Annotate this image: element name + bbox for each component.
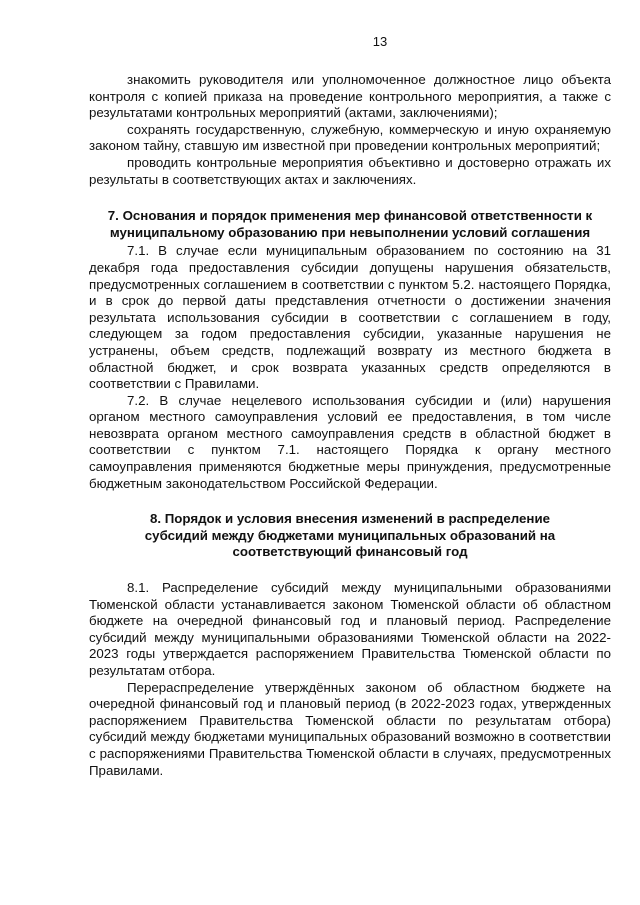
section-8-body bbox=[89, 580, 611, 779]
section-8-paragraph-2: Перераспределение утверждённых законом об областном бюджете на очередной финансовый год и плановый период (в 2022-2023 годах, утвержденных распоряжением Правительства Тюменской области по результатам отбора) субсидий между бюджетами муниципальных образований возможно в соответствии с распоряжениями Правительства Тюменской области в случаях, предусмотренных Правилами. bbox=[89, 679, 611, 778]
intro-paragraph-2: сохранять государственную, служебную, коммерческую и иную охраняемую законом тайну, ставшую им известной при проведении контрольных мероприятий; bbox=[89, 121, 611, 154]
section-8-paragraph-1: 8.1. Распределение субсидий между муниципальными образованиями Тюменской области устанавливается законом Тюменской области об областном бюджете на очередной финансовый год и плановый период. Распределение субсидий между муниципальными образованиями Тюменской области на 2022-2023 годы утверждается распоряжением Правительства Тюменской области по результатам отбора. bbox=[89, 580, 611, 678]
section-7-body bbox=[89, 243, 611, 492]
intro-paragraph-1: знакомить руководителя или уполномоченное должностное лицо объекта контроля с копией приказа на проведение контрольного мероприятия, а также с результатами контрольных мероприятий (актами, заключениями); bbox=[89, 72, 611, 121]
section-7-paragraph-1: 7.1. В случае если муниципальным образованием по состоянию на 31 декабря года предоставления субсидии допущены нарушения обязательств, предусмотренных соглашением в соответствии с пунктом 5.2. настоящего Порядка, и в срок до первой даты представления отчетности о достижении значения результата использования субсидии в соответствии с соглашением в году, следующем за годом предоставления субсидии, указанные нарушения не устранены, объем средств, подлежащий возврату из местного бюджета в областной бюджет, и срок возврата указанных средств определяются в соответствии с Правилами. bbox=[89, 243, 611, 392]
section-7-paragraph-2: 7.2. В случае нецелевого использования субсидии и (или) нарушения органом местного самоуправления условий ее предоставления, в том числе невозврата органом местного самоуправления средств в областной бюджет в соответствии с пунктом 7.1. настоящего Порядка к органу местного самоуправления применяются бюджетные меры принуждения, предусмотренные бюджетным законодательством Российской Федерации. bbox=[89, 392, 611, 491]
intro-block bbox=[89, 72, 611, 188]
section-8-heading: 8. Порядок и условия внесения изменений в распределение субсидий между бюджетами муниципальных образований на соответствующий финансовый год bbox=[144, 511, 556, 560]
intro-paragraph-3: проводить контрольные мероприятия объективно и достоверно отражать их результаты в соответствующих актах и заключениях. bbox=[89, 154, 611, 187]
page-number: 13 bbox=[372, 34, 388, 49]
section-7-heading: 7. Основания и порядок применения мер финансовой ответственности к муниципальному образованию при невыполнении условий соглашения bbox=[107, 208, 593, 240]
